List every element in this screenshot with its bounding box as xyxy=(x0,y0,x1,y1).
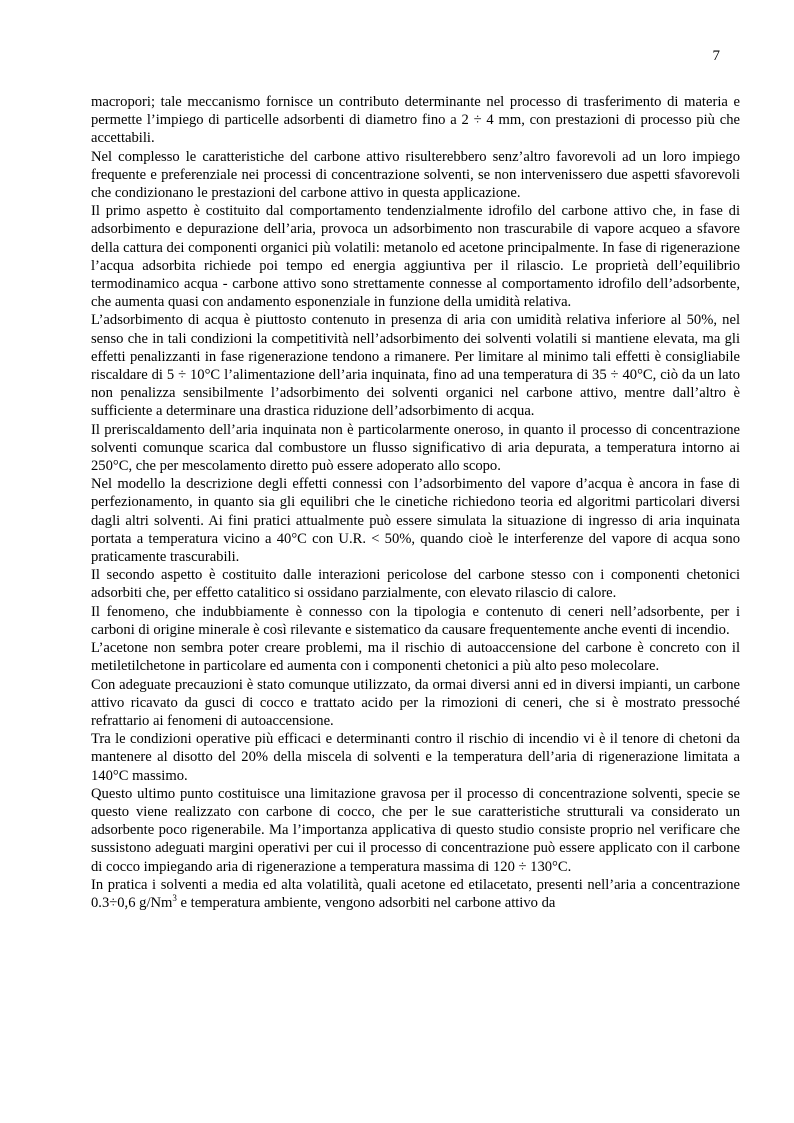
paragraph-6: Nel modello la descrizione degli effetti connessi con l’adsorbimento del vapore d’acqua è ancora in fase di perfezionamento, in quanto sia gli equilibri che le cinetiche richiedono teoria ed algoritmi particolari diversi dagli altri solventi. Ai fini pratici attualmente può essere simulata la situazione di ingresso di aria inquinata portata a temperatura vicino a 40°C con U.R. < 50%, quando cioè le interferenze del vapore di acqua sono praticamente trascurabili. xyxy=(91,476,740,566)
page-number: 7 xyxy=(712,48,720,64)
body-text xyxy=(91,93,740,912)
paragraph-13-text-before: In pratica i solventi a media ed alta volatilità, quali acetone ed etilacetato, presenti nell’aria a concentrazione 0.3÷0,6 g/Nm xyxy=(91,876,740,911)
paragraph-2: Nel complesso le caratteristiche del carbone attivo risulterebbero senz’altro favorevoli ad un loro impiego frequente e preferenziale nei processi di concentrazione solventi, se non intervenissero due aspetti sfavorevoli che condizionano le prestazioni del carbone attivo in questa applicazione. xyxy=(91,148,740,202)
paragraph-8: Il fenomeno, che indubbiamente è connesso con la tipologia e contenuto di ceneri nell’adsorbente, per i carboni di origine minerale è così rilevante e sistematico da causare frequentemente anche eventi di incendio. xyxy=(91,603,740,638)
paragraph-3: Il primo aspetto è costituito dal comportamento tendenzialmente idrofilo del carbone attivo che, in fase di adsorbimento e depurazione dell’aria, provoca un adsorbimento non trascurabile di vapore acqueo a sfavore della cattura dei componenti organici più volatili: metanolo ed acetone principalmente. In fase di rigenerazione l’acqua adsorbita richiede poi tempo ed energia aggiuntiva per il rilascio. Le proprietà dell’equilibrio termodinamico acqua - carbone attivo sono strettamente connesse al comportamento idrofilo dell’adsorbente, che aumenta quasi con andamento esponenziale in funzione della umidità relativa. xyxy=(91,203,740,311)
paragraph-12: Questo ultimo punto costituisce una limitazione gravosa per il processo di concentrazione solventi, specie se questo viene realizzato con carbone di cocco, che per le sue caratteristiche strutturali va considerato un adsorbente poco rigenerabile. Ma l’importanza applicativa di questo studio consiste proprio nel verificare che sussistono adeguati margini operativi per cui il processo di concentrazione può essere applicato con il carbone di cocco impiegando aria di rigenerazione a temperatura massima di 120 ÷ 130°C. xyxy=(91,785,740,875)
paragraph-13-text-after: e temperatura ambiente, vengono adsorbiti nel carbone attivo da xyxy=(176,894,556,911)
paragraph-11: Tra le condizioni operative più efficaci e determinanti contro il rischio di incendio vi è il tenore di chetoni da mantenere al disotto del 20% della miscela di solventi e la temperatura dell’aria di rigenerazione limitata a 140°C massimo. xyxy=(91,731,740,784)
paragraph-7: Il secondo aspetto è costituito dalle interazioni pericolose del carbone stesso con i componenti chetonici adsorbiti che, per effetto catalitico si ossidano parzialmente, con elevato rilascio di calore. xyxy=(91,567,740,602)
paragraph-5: Il preriscaldamento dell’aria inquinata non è particolarmente oneroso, in quanto il processo di concentrazione solventi comunque scarica dal combustore un flusso significativo di aria depurata, a temperatura intorno ai 250°C, che per mescolamento diretto può essere adoperato allo scopo. xyxy=(91,421,740,475)
paragraph-4: L’adsorbimento di acqua è piuttosto contenuto in presenza di aria con umidità relativa inferiore al 50%, nel senso che in tali condizioni la competitività nell’adsorbimento dei solventi volatili si mantiene elevata, ma gli effetti penalizzanti in fase rigenerazione tendono a rimanere. Per limitare al minimo tali effetti è consigliabile riscaldare di 5 ÷ 10°C l’alimentazione dell’aria inquinata, fino ad una temperatura di 35 ÷ 40°C, ciò da un lato non penalizza sensibilmente l’adsorbimento dei solventi organici nel carbone attivo, mentre dall’altro è sufficiente a determinare una drastica riduzione dell’adsorbimento di acqua. xyxy=(91,312,740,420)
paragraph-1: macropori; tale meccanismo fornisce un contributo determinante nel processo di trasferimento di materia e permette l’impiego di particelle adsorbenti di diametro fino a 2 ÷ 4 mm, con prestazioni di processo più che accettabili. xyxy=(91,94,740,147)
paragraph-9: L’acetone non sembra poter creare problemi, ma il rischio di autoaccensione del carbone è concreto con il metiletilchetone in particolare ed aumenta con i componenti chetonici a più alto peso molecolare. xyxy=(91,640,740,675)
paragraph-13 xyxy=(91,876,740,912)
superscript-exponent: 3 xyxy=(172,892,177,903)
paragraph-10: Con adeguate precauzioni è stato comunque utilizzato, da ormai diversi anni ed in diversi impianti, un carbone attivo ricavato da gusci di cocco e trattato acido per la rimozioni di ceneri, che si è mostrato pressoché refrattario ai fenomeni di autoaccensione. xyxy=(91,676,740,729)
